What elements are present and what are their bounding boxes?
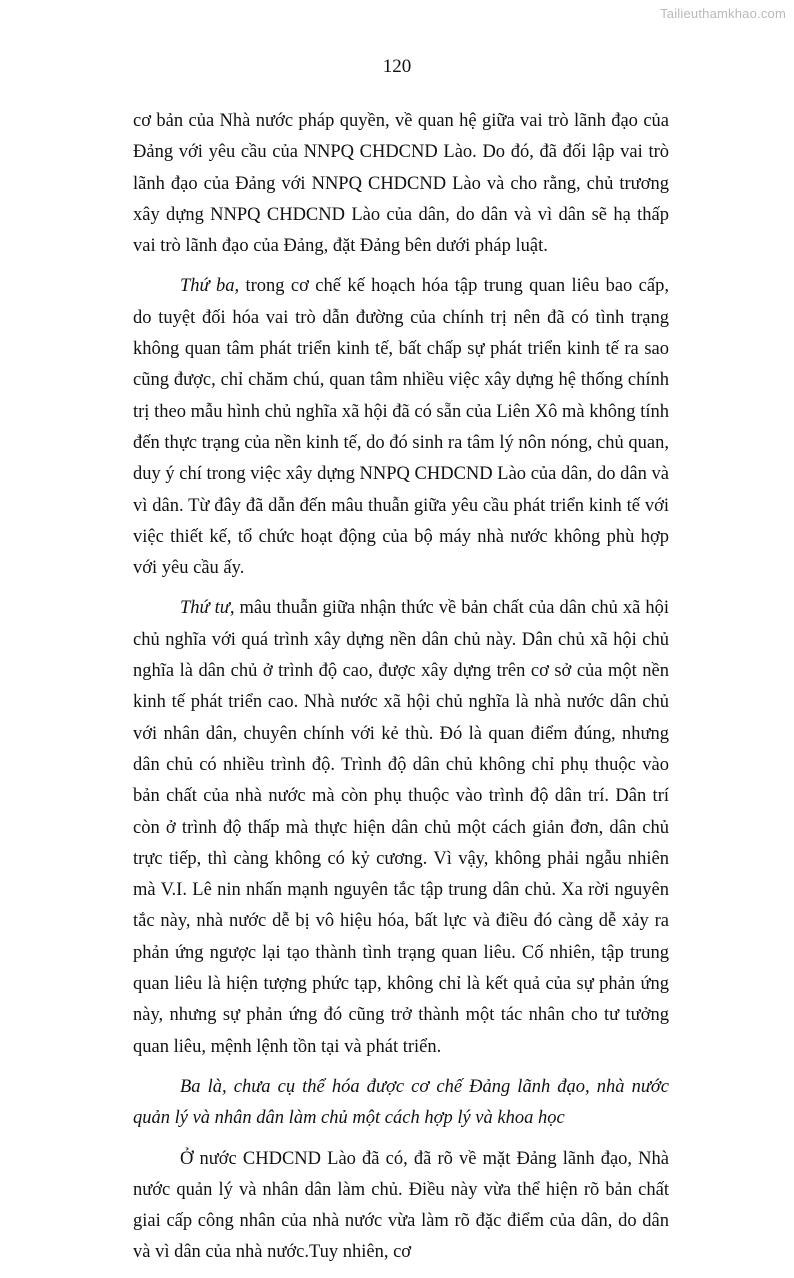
section-heading: Ba là, chưa cụ thể hóa được cơ chế Đảng lãnh đạo, nhà nước quản lý và nhân dân làm chủ một cách hợp lý và khoa học bbox=[133, 1076, 669, 1129]
paragraph-2 bbox=[133, 271, 669, 584]
page-number: 120 bbox=[382, 56, 412, 77]
paragraph-3-lead: Thứ tư, bbox=[180, 598, 235, 619]
paragraph-3-body: mâu thuẫn giữa nhận thức về bản chất của dân chủ xã hội chủ nghĩa với quá trình xây dựng nền dân chủ này. Dân chủ xã hội chủ nghĩa là dân chủ ở trình độ cao, được xây dựng trên cơ sở của một nền kinh tế phát triển cao. Nhà nước xã hội chủ nghĩa là nhà nước dân chủ với nhân dân, chuyên chính với kẻ thù. Đó là quan điểm đúng, nhưng dân chủ có nhiều trình độ. Trình độ dân chủ không chỉ phụ thuộc vào bản chất của nhà nước mà còn phụ thuộc vào trình độ dân trí. Dân trí còn ở trình độ thấp mà thực hiện dân chủ một cách giản đơn, dân chủ trực tiếp, thì càng không có kỷ cương. Vì vậy, không phải ngẫu nhiên mà V.I. Lê nin nhấn mạnh nguyên tắc tập trung dân chủ. Xa rời nguyên tắc này, nhà nước dễ bị vô hiệu hóa, bất lực và điều đó càng dễ xảy ra phản ứng ngược lại tạo thành tình trạng quan liêu. Cố nhiên, tập trung quan liêu là hiện tượng phức tạp, không chỉ là kết quả của sự phản ứng này, nhưng sự phản ứng đó cũng trở thành một tác nhân cho tư tưởng quan liêu, mệnh lệnh tồn tại và phát triển. bbox=[133, 598, 669, 1057]
document-body bbox=[133, 106, 669, 1278]
watermark: Tailieuthamkhao.com bbox=[660, 6, 786, 21]
paragraph-3 bbox=[133, 593, 669, 1062]
paragraph-5: Ở nước CHDCND Lào đã có, đã rõ về mặt Đảng lãnh đạo, Nhà nước quản lý và nhân dân làm chủ. Điều này vừa thể hiện rõ bản chất giai cấp công nhân của nhà nước vừa làm rõ đặc điểm của dân, do dân và vì dân của nhà nước.Tuy nhiên, cơ bbox=[133, 1148, 669, 1263]
paragraph-1: cơ bản của Nhà nước pháp quyền, về quan hệ giữa vai trò lãnh đạo của Đảng với yêu cầu của NNPQ CHDCND Lào. Do đó, đã đối lập vai trò lãnh đạo của Đảng với NNPQ CHDCND Lào và cho rằng, chủ trương xây dựng NNPQ CHDCND Lào của dân, do dân và vì dân sẽ hạ thấp vai trò lãnh đạo của Đảng, đặt Đảng bên dưới pháp luật. bbox=[133, 111, 669, 257]
paragraph-2-body: , trong cơ chế kế hoạch hóa tập trung quan liêu bao cấp, do tuyệt đối hóa vai trò dẫn đường của chính trị nên đã có tình trạng không quan tâm phát triển kinh tế, bất chấp sự phát triển kinh tế ra sao cũng được, chỉ chăm chú, quan tâm nhiều việc xây dựng hệ thống chính trị theo mẫu hình chủ nghĩa xã hội đã có sẵn của Liên Xô mà không tính đến thực trạng của nền kinh tế, do đó sinh ra tâm lý nôn nóng, chủ quan, duy ý chí trong việc xây dựng NNPQ CHDCND Lào của dân, do dân và vì dân. Từ đây đã dẫn đến mâu thuẫn giữa yêu cầu phát triển kinh tế với việc thiết kế, tổ chức hoạt động của bộ máy nhà nước không phù hợp với yêu cầu ấy. bbox=[133, 276, 669, 579]
paragraph-2-lead: Thứ ba bbox=[180, 276, 235, 297]
